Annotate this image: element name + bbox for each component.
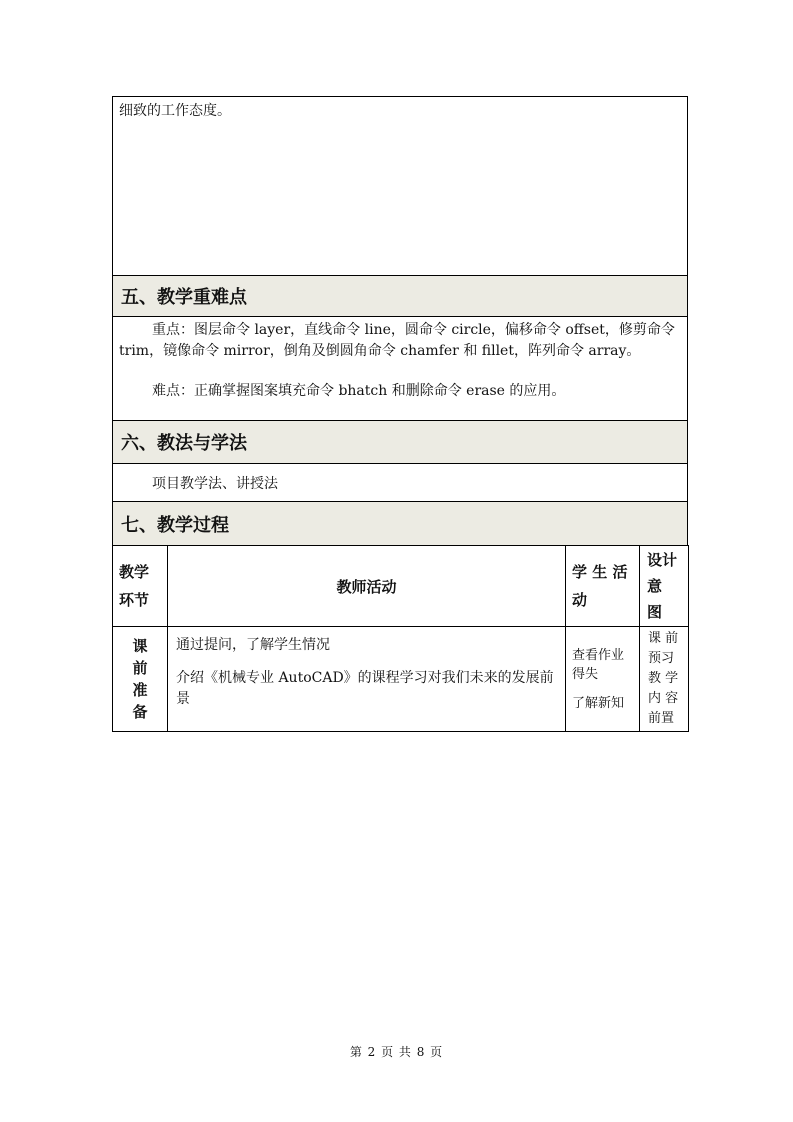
stage-cell: 课 前 准 备 bbox=[113, 627, 168, 732]
header-design-intent: 设计 意 图 bbox=[640, 546, 689, 627]
table-row bbox=[113, 627, 689, 732]
section6-heading-text: 六、教法与学法 bbox=[121, 433, 247, 454]
section6-heading bbox=[112, 420, 688, 463]
section5-heading bbox=[112, 275, 688, 316]
section6-body bbox=[112, 463, 688, 501]
section5-heading-text: 五、教学重难点 bbox=[121, 287, 247, 308]
student-activity-cell: 查看作业得失 了解新知 bbox=[566, 627, 640, 732]
header-teacher-activity: 教师活动 bbox=[168, 546, 566, 627]
objectives-continuation-cell bbox=[112, 96, 688, 275]
section7-heading-text: 七、教学过程 bbox=[121, 515, 229, 536]
table-header-row bbox=[113, 546, 689, 627]
objectives-continuation-text: 细致的工作态度。 bbox=[119, 103, 231, 119]
section5-body bbox=[112, 316, 688, 420]
header-student-activity: 学 生 活 动 bbox=[566, 546, 640, 627]
section7-heading bbox=[112, 501, 688, 546]
design-intent-cell: 课 前 预习 教 学 内 容 前置 bbox=[640, 627, 689, 732]
page-footer bbox=[0, 1043, 793, 1060]
header-stage: 教学 环节 bbox=[113, 546, 168, 627]
key-points-text: 重点：图层命令 layer，直线命令 line，圆命令 circle，偏移命令 offset，修剪命令 trim，镜像命令 mirror，倒角及倒圆角命令 chamfer 和 fillet，阵列命令 array。 bbox=[119, 322, 675, 359]
teacher-activity-cell: 通过提问，了解学生情况 介绍《机械专业 AutoCAD》的课程学习对我们未来的发展前景 bbox=[168, 627, 566, 732]
teaching-process-table bbox=[112, 545, 689, 732]
page-number-text: 第 2 页 共 8 页 bbox=[349, 1045, 444, 1059]
teaching-methods-text: 项目教学法、讲授法 bbox=[152, 476, 278, 492]
difficulties-text: 难点：正确掌握图案填充命令 bhatch 和删除命令 erase 的应用。 bbox=[152, 383, 566, 399]
